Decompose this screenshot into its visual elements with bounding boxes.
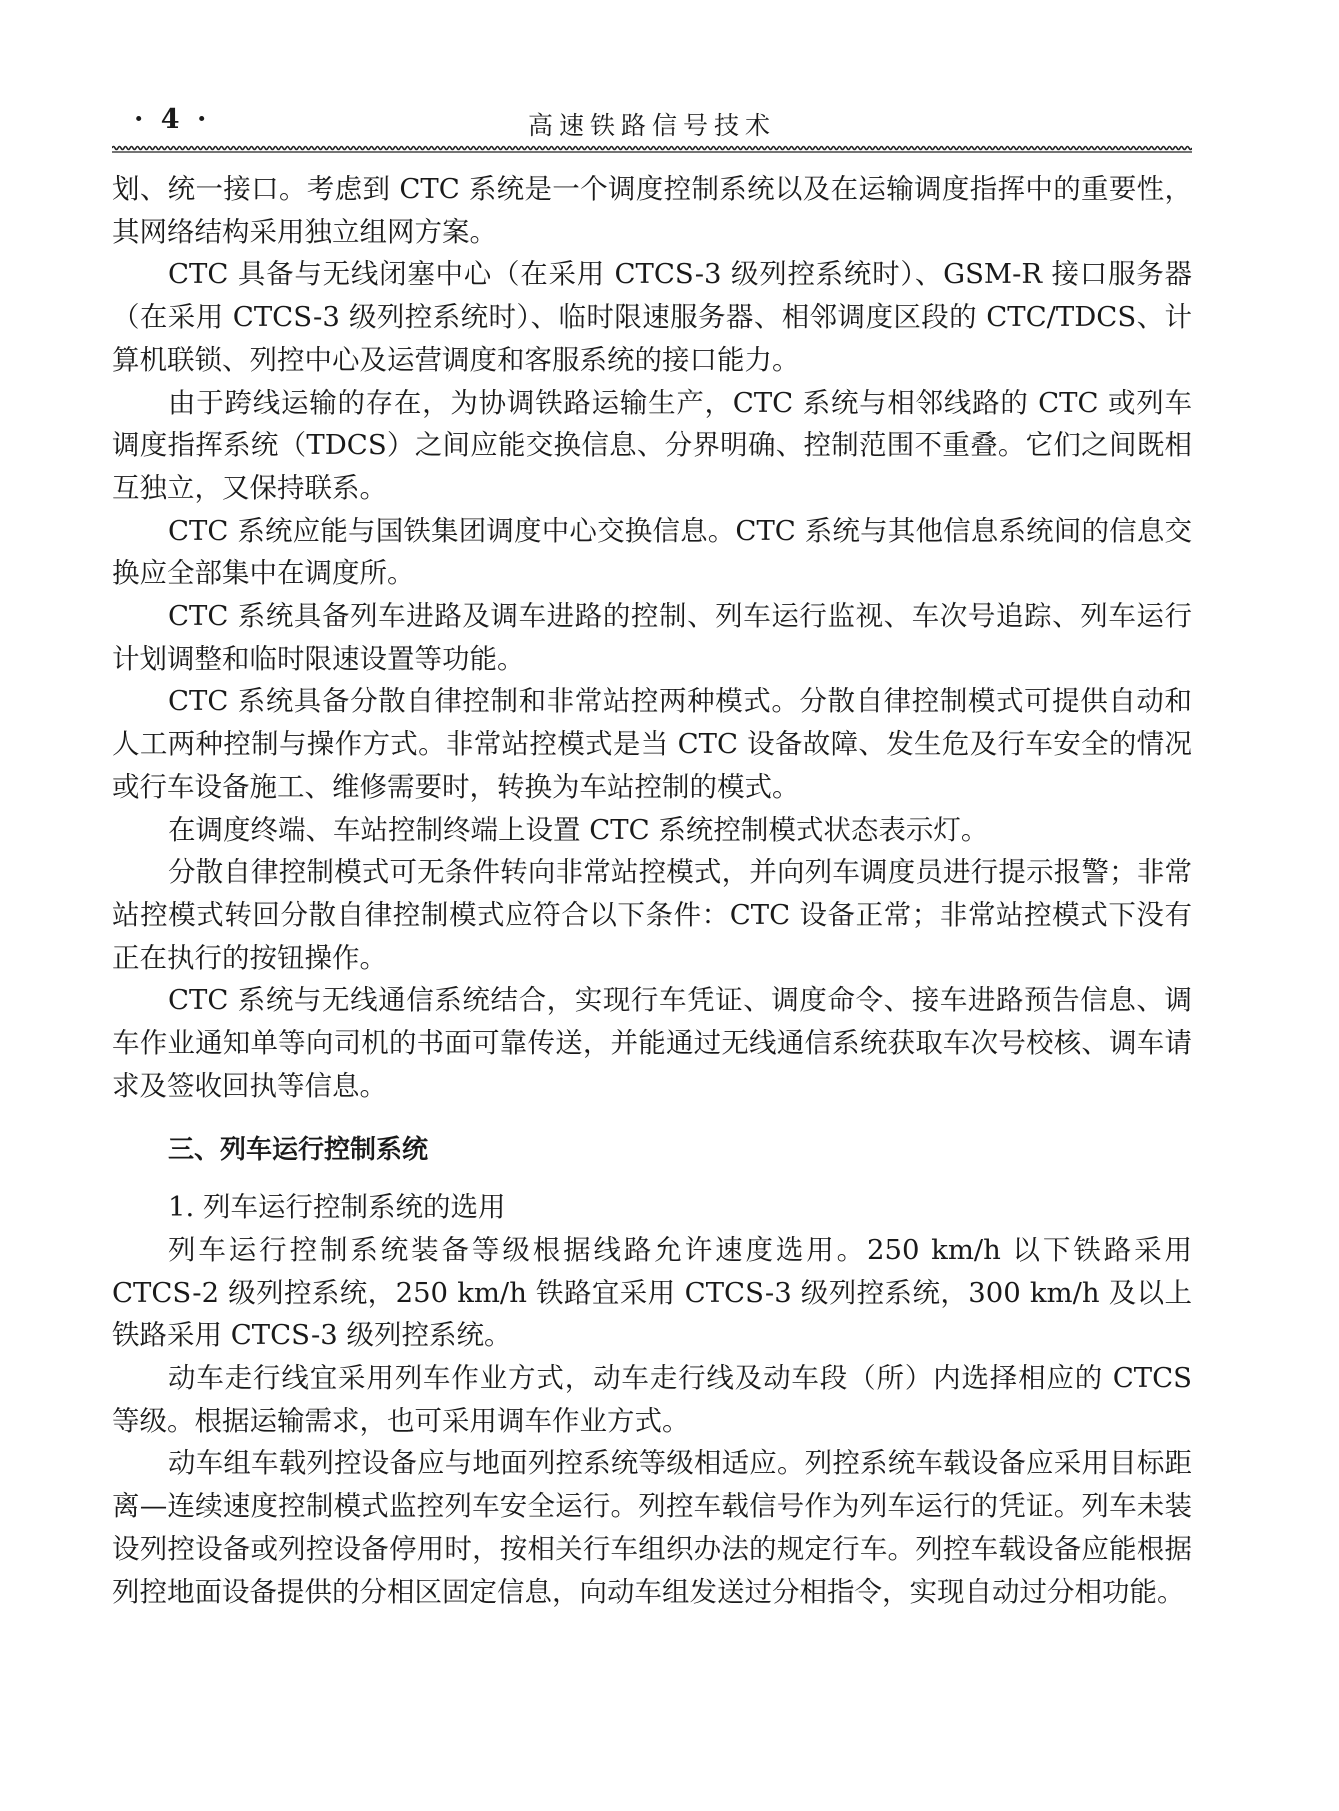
paragraph: CTC 系统具备分散自律控制和非常站控两种模式。分散自律控制模式可提供自动和人工两种控制与操作方式。非常站控模式是当 CTC 设备故障、发生危及行车安全的情况或行车设备施工、维修需要时，转换为车站控制的模式。 bbox=[112, 685, 1192, 803]
paragraph: 划、统一接口。考虑到 CTC 系统是一个调度控制系统以及在运输调度指挥中的重要性，其网络结构采用独立组网方案。 bbox=[112, 173, 1192, 248]
paragraph: 分散自律控制模式可无条件转向非常站控模式，并向列车调度员进行提示报警；非常站控模式转回分散自律控制模式应符合以下条件：CTC 设备正常；非常站控模式下没有正在执行的按钮操作。 bbox=[112, 856, 1192, 974]
paragraph: CTC 具备与无线闭塞中心（在采用 CTCS-3 级列控系统时）、GSM-R 接口服务器（在采用 CTCS-3 级列控系统时）、临时限速服务器、相邻调度区段的 CTC/TDCS、计算机联锁、列控中心及运营调度和客服系统的接口能力。 bbox=[112, 258, 1192, 376]
section-heading: 三、列车运行控制系统 bbox=[168, 1135, 429, 1166]
page-number: · 4 · bbox=[134, 104, 211, 135]
paragraph: 动车走行线宜采用列车作业方式，动车走行线及动车段（所）内选择相应的 CTCS 等级。根据运输需求，也可采用调车作业方式。 bbox=[112, 1361, 1192, 1437]
paragraph: 列车运行控制系统装备等级根据线路允许速度选用。250 km/h 以下铁路采用 CTCS-2 级列控系统，250 km/h 铁路宜采用 CTCS-3 级列控系统，300 km/h 及以上铁路采用 CTCS-3 级列控系统。 bbox=[112, 1233, 1192, 1352]
running-title: 高速铁路信号技术 bbox=[527, 111, 776, 140]
paragraph: 动车组车载列控设备应与地面列控系统等级相适应。列控系统车载设备应采用目标距离—连续速度控制模式监控列车安全运行。列控车载信号作为列车运行的凭证。列车未装设列控设备或列控设备停用时，按相关行车组织办法的规定行车。列控车载设备应能根据列控地面设备提供的分相区固定信息，向动车组发送过分相指令，实现自动过分相功能。 bbox=[112, 1447, 1192, 1608]
paragraph: CTC 系统具备列车进路及调车进路的控制、列车运行监视、车次号追踪、列车运行计划调整和临时限速设置等功能。 bbox=[112, 600, 1192, 675]
paragraph: CTC 系统应能与国铁集团调度中心交换信息。CTC 系统与其他信息系统间的信息交换应全部集中在调度所。 bbox=[112, 514, 1192, 590]
subsection-heading: 1. 列车运行控制系统的选用 bbox=[168, 1191, 506, 1224]
paragraph: 在调度终端、车站控制终端上设置 CTC 系统控制模式状态表示灯。 bbox=[168, 813, 989, 846]
header-rule bbox=[112, 144, 1192, 154]
page-header bbox=[112, 100, 1192, 144]
paragraph: CTC 系统与无线通信系统结合，实现行车凭证、调度命令、接车进路预告信息、调车作业通知单等向司机的书面可靠传送，并能通过无线通信系统获取车次号校核、调车请求及签收回执等信息。 bbox=[112, 984, 1192, 1102]
paragraph: 由于跨线运输的存在，为协调铁路运输生产，CTC 系统与相邻线路的 CTC 或列车调度指挥系统（TDCS）之间应能交换信息、分界明确、控制范围不重叠。它们之间既相互独立，又保持联系。 bbox=[112, 386, 1192, 504]
body-text bbox=[112, 168, 1192, 1613]
